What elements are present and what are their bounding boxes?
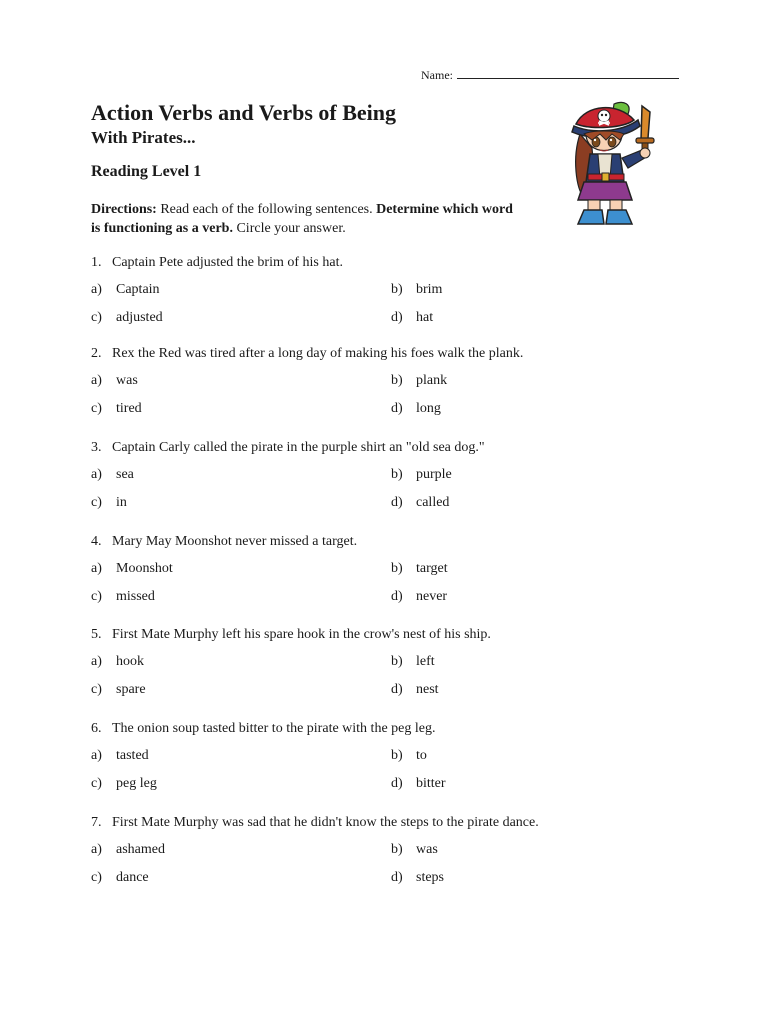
option-text: hat (416, 310, 434, 325)
reading-level: Reading Level 1 (91, 163, 202, 180)
option-letter: c) (91, 682, 102, 697)
answer-option[interactable] (91, 654, 144, 670)
answer-option[interactable] (391, 654, 435, 670)
option-text: peg leg (116, 776, 157, 791)
option-text: brim (416, 282, 443, 297)
answer-option[interactable] (391, 310, 433, 326)
answer-option[interactable] (391, 842, 438, 858)
question-text: Mary May Moonshot never missed a target. (112, 534, 358, 549)
question-number: 7. (91, 815, 102, 830)
pirate-girl-illustration (562, 98, 662, 228)
question-6 (91, 721, 435, 737)
option-letter: c) (91, 401, 102, 416)
question-7 (91, 815, 539, 831)
option-text: called (416, 495, 450, 510)
option-letter: a) (91, 748, 102, 763)
answer-option[interactable] (91, 467, 134, 483)
question-number: 4. (91, 534, 102, 549)
name-field[interactable] (421, 68, 679, 83)
option-text: purple (416, 467, 452, 482)
option-letter: b) (391, 561, 403, 576)
option-text: plank (416, 373, 448, 388)
option-letter: d) (391, 870, 403, 885)
option-letter: a) (91, 842, 102, 857)
option-text: Captain (116, 282, 160, 297)
option-text: was (116, 373, 138, 388)
option-letter: b) (391, 467, 403, 482)
option-text: spare (116, 682, 146, 697)
answer-option[interactable] (391, 495, 449, 511)
option-text: target (416, 561, 448, 576)
answer-option[interactable] (391, 682, 439, 698)
option-text: left (416, 654, 435, 669)
question-text: First Mate Murphy was sad that he didn't know the steps to the pirate dance. (112, 815, 539, 830)
answer-option[interactable] (391, 776, 446, 792)
option-letter: d) (391, 589, 403, 604)
option-letter: c) (91, 776, 102, 791)
directions (91, 200, 521, 238)
question-number: 3. (91, 440, 102, 455)
answer-option[interactable] (391, 282, 442, 298)
option-letter: a) (91, 373, 102, 388)
answer-option[interactable] (91, 870, 149, 886)
question-text: Captain Pete adjusted the brim of his hat. (112, 255, 343, 270)
option-text: sea (116, 467, 134, 482)
answer-option[interactable] (391, 589, 447, 605)
answer-option[interactable] (91, 842, 165, 858)
option-text: hook (116, 654, 144, 669)
option-text: nest (416, 682, 439, 697)
option-letter: d) (391, 682, 403, 697)
answer-option[interactable] (91, 495, 127, 511)
option-text: adjusted (116, 310, 163, 325)
name-label: Name: (421, 68, 453, 82)
question-5 (91, 627, 491, 643)
option-text: was (416, 842, 438, 857)
option-letter: b) (391, 373, 403, 388)
worksheet-subtitle: With Pirates... (91, 128, 196, 147)
question-text: First Mate Murphy left his spare hook in the crow's nest of his ship. (112, 627, 491, 642)
question-4 (91, 534, 357, 550)
answer-option[interactable] (91, 282, 160, 298)
option-letter: d) (391, 495, 403, 510)
answer-option[interactable] (391, 373, 447, 389)
answer-option[interactable] (91, 561, 173, 577)
answer-option[interactable] (91, 310, 163, 326)
question-1 (91, 255, 343, 271)
answer-option[interactable] (91, 373, 138, 389)
option-text: in (116, 495, 127, 510)
question-text: The onion soup tasted bitter to the pirate with the peg leg. (112, 721, 436, 736)
option-text: tasted (116, 748, 149, 763)
answer-option[interactable] (391, 748, 427, 764)
option-text: missed (116, 589, 155, 604)
option-text: never (416, 589, 448, 604)
answer-option[interactable] (91, 401, 142, 417)
option-letter: c) (91, 495, 102, 510)
option-letter: c) (91, 310, 102, 325)
option-letter: b) (391, 748, 403, 763)
answer-option[interactable] (91, 748, 149, 764)
option-text: bitter (416, 776, 446, 791)
directions-bold-text: Determine which word is functioning as a verb. (91, 202, 513, 236)
question-text: Rex the Red was tired after a long day of making his foes walk the plank. (112, 346, 524, 361)
option-text: tired (116, 401, 142, 416)
question-2 (91, 346, 523, 362)
question-3 (91, 440, 485, 456)
name-blank-line[interactable] (457, 68, 679, 79)
option-letter: c) (91, 589, 102, 604)
option-letter: c) (91, 870, 102, 885)
option-text: ashamed (116, 842, 165, 857)
option-letter: a) (91, 561, 102, 576)
option-text: long (416, 401, 441, 416)
answer-option[interactable] (91, 776, 157, 792)
directions-text-2: Circle your answer. (232, 221, 346, 236)
question-number: 5. (91, 627, 102, 642)
option-text: to (416, 748, 427, 763)
question-number: 2. (91, 346, 102, 361)
option-letter: a) (91, 282, 102, 297)
answer-option[interactable] (391, 467, 452, 483)
option-letter: b) (391, 654, 403, 669)
answer-option[interactable] (391, 561, 448, 577)
option-text: Moonshot (116, 561, 173, 576)
worksheet-title: Action Verbs and Verbs of Being (91, 100, 397, 125)
question-number: 6. (91, 721, 102, 736)
option-letter: a) (91, 654, 102, 669)
answer-option[interactable] (91, 682, 146, 698)
answer-option[interactable] (391, 870, 444, 886)
option-letter: d) (391, 310, 403, 325)
option-letter: d) (391, 776, 403, 791)
question-number: 1. (91, 255, 102, 270)
option-letter: a) (91, 467, 102, 482)
option-text: steps (416, 870, 444, 885)
answer-option[interactable] (91, 589, 155, 605)
directions-text-1: Read each of the following sentences. (156, 202, 377, 217)
question-text: Captain Carly called the pirate in the purple shirt an "old sea dog." (112, 440, 485, 455)
answer-option[interactable] (391, 401, 441, 417)
option-letter: b) (391, 842, 403, 857)
option-text: dance (116, 870, 149, 885)
option-letter: d) (391, 401, 403, 416)
option-letter: b) (391, 282, 403, 297)
directions-label: Directions: (91, 202, 157, 217)
